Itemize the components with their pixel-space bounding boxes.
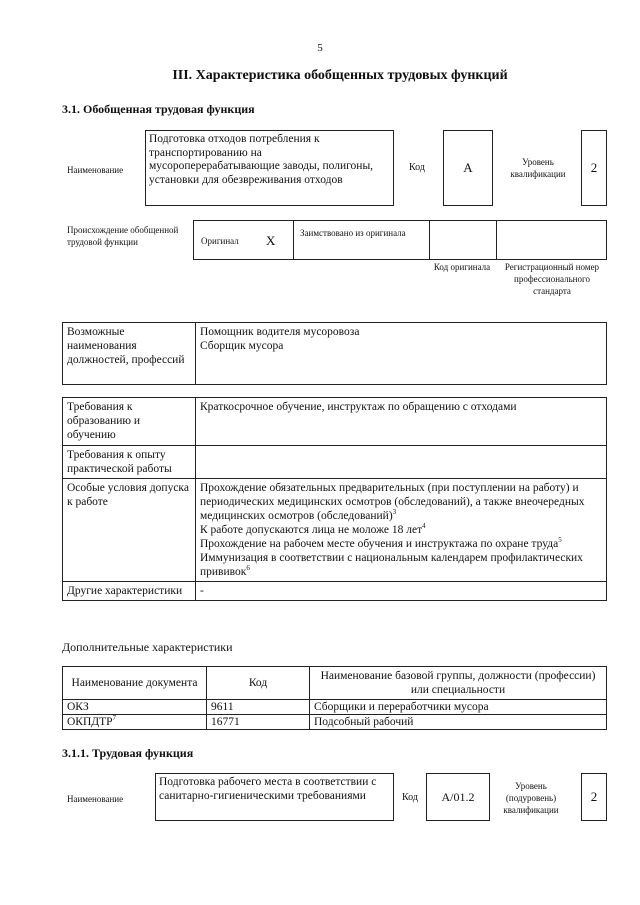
education-value: Краткосрочное обучение, инструктаж по обращению с отходами (196, 398, 607, 446)
additional-header-name: Наименование базовой группы, должности (профессии) или специальности (310, 667, 607, 700)
footnote-ref: 3 (392, 508, 397, 517)
page-number: 5 (317, 42, 323, 54)
positions-table (62, 322, 607, 385)
condition-item: К работе допускаются лица не моложе 18 лет$^4$ (200, 522, 426, 536)
origin-divider-1 (293, 221, 294, 259)
footnote-ref: 4 (422, 522, 426, 531)
tf-level-label: Уровень (подуровень) квалификации (503, 781, 559, 815)
additional-title: Дополнительные характеристики (62, 640, 233, 654)
origin-original-label: Оригинал (201, 236, 239, 246)
otf-code-label: Код (409, 162, 425, 173)
subsection-title-3-1: 3.1. Обобщенная трудовая функция (62, 102, 255, 116)
origin-original-mark: X (266, 233, 276, 248)
tf-code-label: Код (402, 792, 418, 803)
footnote-ref: 7 (112, 714, 117, 723)
tf-name-label: Наименование (67, 794, 124, 804)
footnote-ref: 6 (246, 564, 250, 573)
code-original-caption: Код оригинала (433, 262, 491, 272)
position-item: Помощник водителя мусоровоза (200, 326, 360, 338)
row-doc: ОКПДТР$^7$ (63, 715, 207, 730)
tf-code-value: A/01.2 (426, 773, 490, 821)
row-name: Подсобный рабочий (310, 715, 607, 730)
conditions-values (196, 479, 607, 582)
footnote-ref: 5 (558, 536, 562, 545)
origin-borrowed-label: Заимствовано из оригинала (300, 228, 406, 238)
additional-header-code: Код (207, 667, 310, 700)
condition-item: Иммунизация в соответствии с национальным календарем профилактических прививок$^6$ (200, 552, 583, 578)
tf-level-value: 2 (581, 773, 607, 821)
additional-table (62, 666, 607, 730)
additional-header-doc: Наименование документа (63, 667, 207, 700)
reg-number-caption: Регистрационный номер профессионального стандарта (504, 262, 600, 296)
other-label: Другие характеристики (63, 582, 196, 601)
origin-divider-2 (429, 221, 430, 259)
otf-level-value: 2 (581, 130, 607, 206)
conditions-label: Особые условия допуска к работе (63, 479, 196, 582)
row-code: 9611 (207, 700, 310, 715)
otf-name-label: Наименование (67, 165, 124, 175)
table-row (63, 700, 607, 715)
condition-item: Прохождение на рабочем месте обучения и инструктажа по охране труда$^5$ (200, 536, 562, 550)
origin-label: Происхождение обобщенной трудовой функции (67, 225, 179, 247)
tf-name-value: Подготовка рабочего места в соответствии с санитарно-гигиеническими требованиями (155, 773, 394, 821)
positions-label: Возможные наименования должностей, профессий (63, 323, 196, 385)
otf-level-label: Уровень квалификации (510, 157, 566, 179)
section-title: III. Характеристика обобщенных трудовых функций (172, 68, 508, 83)
subsection-title-3-1-1: 3.1.1. Трудовая функция (62, 746, 194, 760)
row-name: Сборщики и переработчики мусора (310, 700, 607, 715)
otf-code-value: A (443, 130, 493, 206)
requirements-table (62, 397, 607, 601)
position-item: Сборщик мусора (200, 340, 284, 352)
education-label: Требования к образованию и обучению (63, 398, 196, 446)
table-row (63, 715, 607, 730)
condition-item: Прохождение обязательных предварительных (при поступлении на работу) и периодических медицинских осмотров (обследований), а также внеочередных медицинских осмотров (обследований)$^3$ (200, 482, 585, 522)
row-doc: ОКЗ (63, 700, 207, 715)
other-value: - (196, 582, 607, 601)
experience-value (196, 446, 607, 479)
origin-divider-3 (496, 221, 497, 259)
experience-label: Требования к опыту практической работы (63, 446, 196, 479)
origin-table (193, 220, 607, 260)
row-code: 16771 (207, 715, 310, 730)
positions-values (196, 323, 607, 385)
otf-name-value: Подготовка отходов потребления к транспортированию на мусороперерабатывающие заводы, полигоны, установки для обезвреживания отходов (145, 130, 394, 206)
